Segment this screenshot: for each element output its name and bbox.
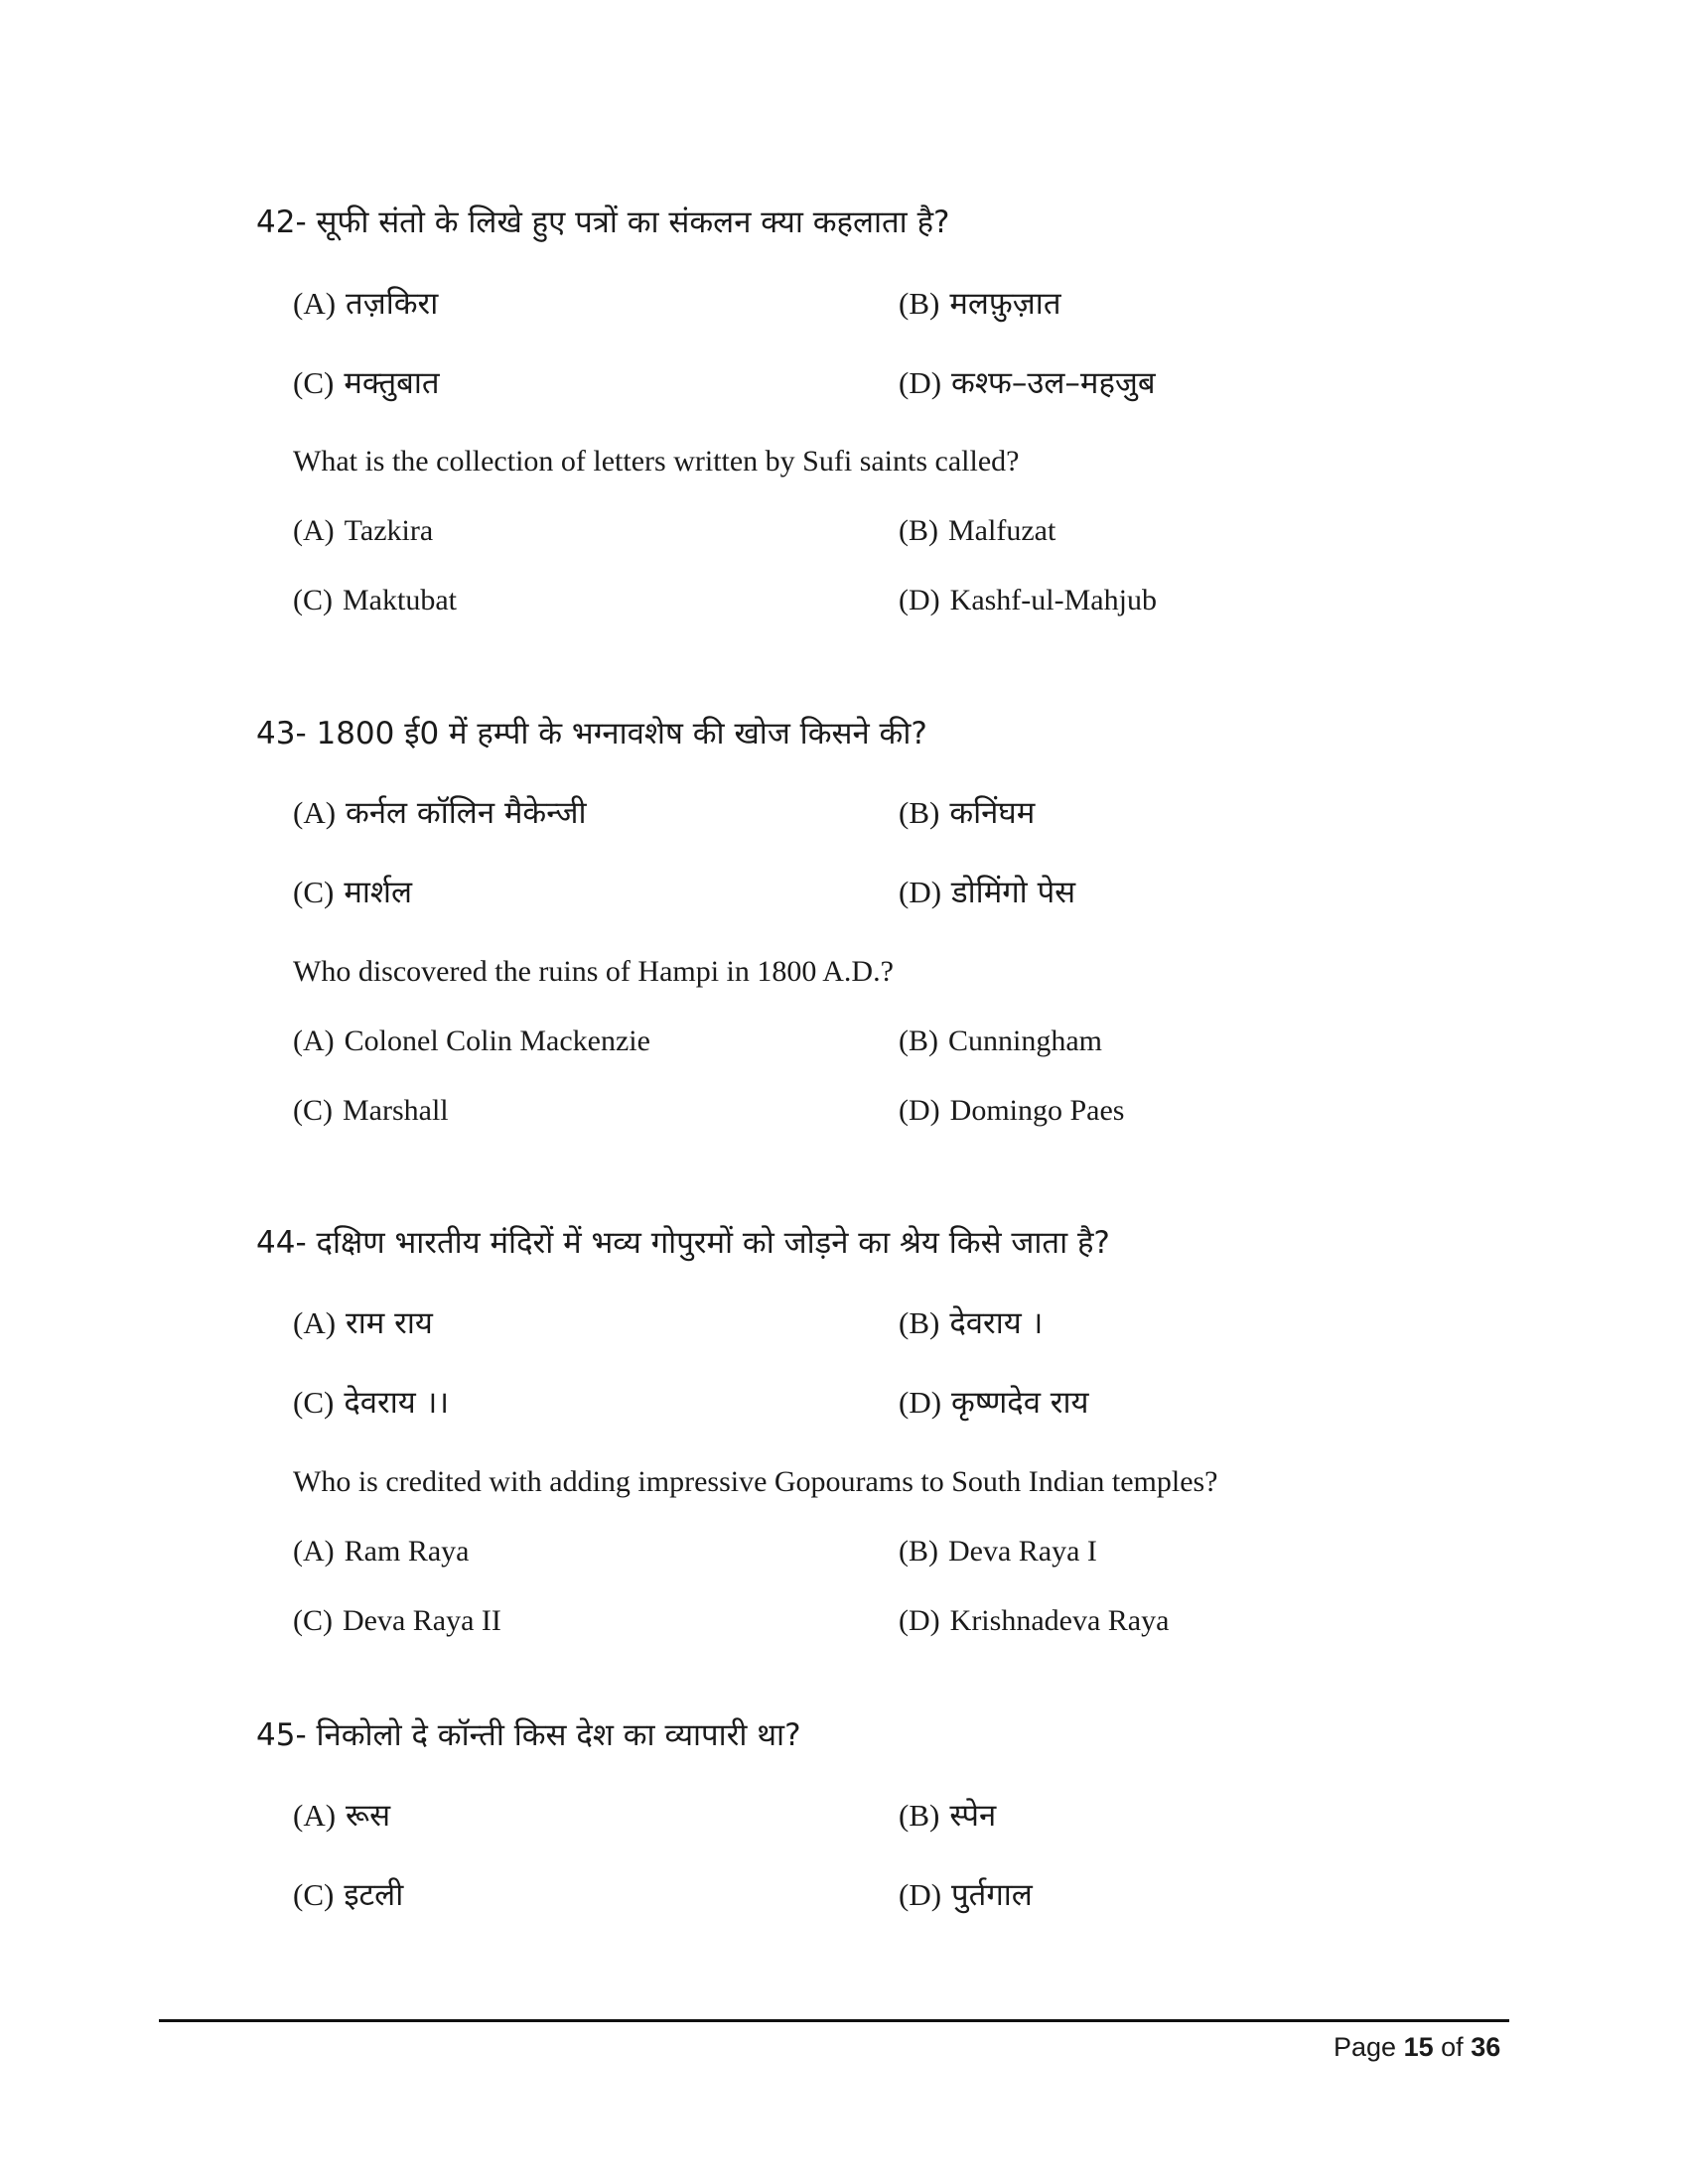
- question-text-english: What is the collection of letters written by Sufi saints called?: [293, 445, 1020, 478]
- question-text-english: Who is credited with adding impressive Gopourams to South Indian temples?: [293, 1465, 1218, 1498]
- english-option-d: (D) Domingo Paes: [899, 1094, 1125, 1127]
- english-option-c: (C) Marshall: [293, 1094, 449, 1127]
- hindi-option-c: (C) मक्तुबात: [293, 365, 440, 401]
- english-option-b: (B) Deva Raya I: [899, 1535, 1097, 1568]
- hindi-option-d: (D) कृष्णदेव राय: [899, 1385, 1089, 1421]
- question-text-hindi: 42- सूफी संतो के लिखे हुए पत्रों का संकलन क्या कहलाता है?: [256, 205, 950, 240]
- english-option-d: (D) Krishnadeva Raya: [899, 1604, 1170, 1637]
- english-option-d: (D) Kashf-ul-Mahjub: [899, 584, 1157, 616]
- hindi-option-a: (A) तज़किरा: [293, 286, 439, 322]
- hindi-option-b: (B) स्पेन: [899, 1798, 997, 1834]
- english-option-b: (B) Malfuzat: [899, 514, 1056, 547]
- page-number: Page 15 of 36: [1334, 2032, 1501, 2062]
- hindi-option-d: (D) डोमिंगो पेस: [899, 875, 1076, 910]
- english-option-b: (B) Cunningham: [899, 1024, 1102, 1057]
- hindi-option-c: (C) इटली: [293, 1877, 404, 1913]
- english-option-c: (C) Maktubat: [293, 584, 457, 616]
- hindi-option-a: (A) रूस: [293, 1798, 391, 1834]
- hindi-option-c: (C) मार्शल: [293, 875, 412, 910]
- hindi-option-a: (A) कर्नल कॉलिन मैकेन्जी: [293, 795, 587, 831]
- hindi-option-b: (B) मलफ़ुज़ात: [899, 286, 1061, 322]
- question-text-hindi: 43- 1800 ई0 में हम्पी के भग्नावशेष की खोज किसने की?: [256, 716, 927, 751]
- hindi-option-d: (D) पुर्तगाल: [899, 1877, 1033, 1913]
- english-option-a: (A) Tazkira: [293, 514, 434, 547]
- question-text-hindi: 44- दक्षिण भारतीय मंदिरों में भव्य गोपुरमों को जोड़ने का श्रेय किसे जाता है?: [256, 1225, 1110, 1261]
- footer-divider: [159, 2019, 1509, 2022]
- english-option-c: (C) Deva Raya II: [293, 1604, 501, 1637]
- hindi-option-b: (B) देवराय ।: [899, 1305, 1044, 1341]
- hindi-option-c: (C) देवराय ।।: [293, 1385, 450, 1421]
- hindi-option-b: (B) कनिंघम: [899, 795, 1036, 831]
- english-option-a: (A) Colonel Colin Mackenzie: [293, 1024, 650, 1057]
- question-text-english: Who discovered the ruins of Hampi in 1800 A.D.?: [293, 955, 894, 988]
- english-option-a: (A) Ram Raya: [293, 1535, 470, 1568]
- hindi-option-a: (A) राम राय: [293, 1305, 433, 1341]
- question-text-hindi: 45- निकोलो दे कॉन्ती किस देश का व्यापारी था?: [256, 1717, 801, 1753]
- hindi-option-d: (D) कश्फ–उल–महजुब: [899, 365, 1156, 401]
